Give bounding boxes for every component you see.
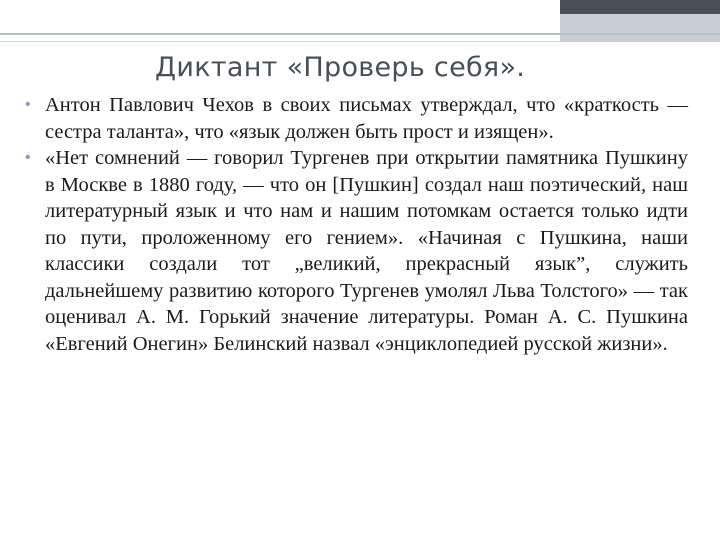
bullet-text: «Нет сомнений — говорил Тургенев при открытии памятника Пушкину в Москве в 1880 году, — что он [Пушкин] создал наш поэтический, наш литературный язык и что нам и нашим потомкам остается только идти по пути, проложенному его гением». «Начиная с Пушкина, наши классики создали тот „великий, прекрасный язык”, служить дальнейшему развитию которого Тургенев умолял Льва Толстого» — так оценивал А. М. Горький значение литературы. Роман А. С. Пушкина «Евгений Онегин» Белинский назвал «энциклопедией русской жизни». — [45, 147, 688, 355]
bullet-icon: • — [25, 149, 31, 166]
header-divider-line-thin — [0, 41, 560, 42]
slide-title: Диктант «Проверь себя». — [155, 52, 526, 83]
bullet-item — [22, 92, 688, 145]
bullet-list — [22, 92, 688, 357]
bullet-icon: • — [25, 96, 31, 113]
bullet-item — [22, 145, 688, 357]
header-accent-bar-dark — [560, 0, 720, 14]
header-divider-line — [0, 33, 720, 35]
bullet-text: Антон Павлович Чехов в своих письмах утверждал, что «краткость — сестра таланта», что «язык должен быть прост и изящен». — [45, 94, 688, 143]
header-accent-bar-light — [560, 14, 720, 42]
